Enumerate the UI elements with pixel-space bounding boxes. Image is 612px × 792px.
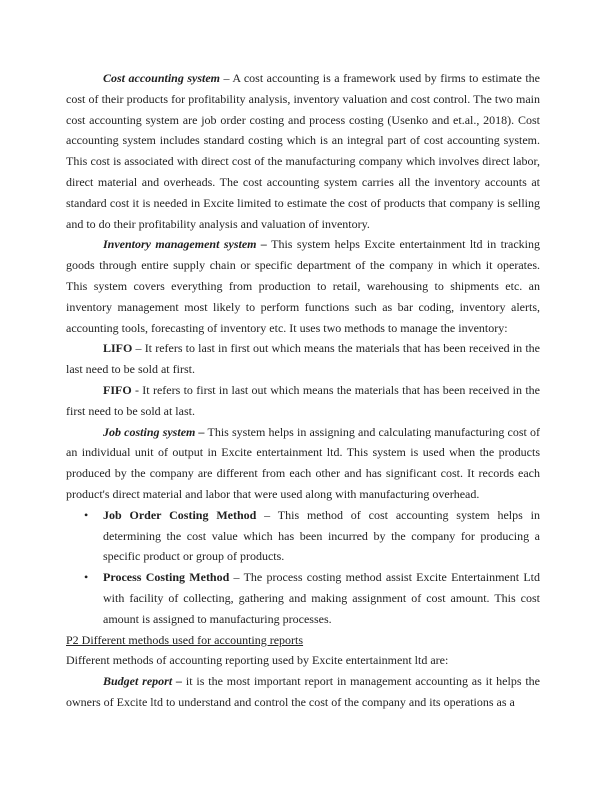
text-lifo: – It refers to last in first out which means the materials that has been received in the last need to be sold at first.	[66, 341, 540, 377]
text-budget-report: it is the most important report in management accounting as it helps the owners of Excite ltd to understand and control the cost of the company and its operations as a	[66, 674, 541, 709]
term-fifo: FIFO	[103, 382, 132, 397]
paragraph-lifo	[66, 338, 540, 380]
paragraph-budget-report	[66, 671, 540, 713]
term-lifo: LIFO	[103, 341, 133, 356]
term-cost-accounting: Cost accounting system	[103, 71, 220, 85]
paragraph-fifo	[66, 380, 540, 422]
text-inventory-management: This system helps Excite entertainment ltd in tracking goods through entire supply chain or specific department of the company in which it operates. This system covers everything from production to retail, warehousing to shipments etc. an inventory management most likely to perform functions such as bar coding, inventory alerts, accounting tools, forecasting of inventory etc. It uses two methods to manage the inventory:	[66, 237, 540, 335]
bullet-marker: •	[84, 507, 89, 522]
paragraph-job-costing	[66, 422, 540, 505]
text-job-costing: This system helps in assigning and calculating manufacturing cost of an individual unit of output in Excite entertainment ltd. This system is used when the products produced by the company are different from each other and has significant cost. It records each product's direct material and labor that were used along with manufacturing overhead.	[66, 424, 541, 501]
bullet-term: Job Order Costing Method	[103, 507, 257, 522]
bullet-marker: •	[84, 570, 89, 585]
bullet-text: – This method of cost accounting system helps in determining the cost value which has been incurred by the company for producing a specific product or group of products.	[103, 507, 540, 564]
costing-methods-list	[66, 505, 540, 630]
section-heading: P2 Different methods used for accounting reports	[66, 632, 304, 647]
text-cost-accounting: – A cost accounting is a framework used by firms to estimate the cost of their products for profitability analysis, inventory valuation and cost control. The two main cost accounting system are job order costing and process costing (Usenko and et.al., 2018). Cost accounting system includes standard costing which is an integral part of cost accounting system. This cost is associated with direct cost of the manufacturing company which involves direct labor, direct material and overheads. The cost accounting system carries all the inventory accounts at standard cost it is needed in Excite limited to estimate the cost of products that company is selling and to do their profitability analysis and valuation of inventory.	[66, 71, 540, 231]
text-fifo: - It refers to first in last out which means the materials that has been received in the first need to be sold at last.	[66, 382, 540, 418]
paragraph-cost-accounting	[66, 68, 540, 234]
paragraph-inventory-management	[66, 234, 540, 338]
page-body	[66, 68, 540, 713]
bullet-term: Process Costing Method	[103, 570, 230, 585]
term-job-costing: Job costing system –	[103, 424, 205, 439]
term-budget-report: Budget report –	[103, 674, 183, 689]
list-item	[84, 567, 540, 629]
bullet-text: – The process costing method assist Excite Entertainment Ltd with facility of collecting, gathering and making assignment of cost amount. This cost amount is assigned to manufacturing processes.	[103, 570, 540, 626]
term-inventory-management: Inventory management system –	[103, 237, 267, 252]
list-item	[84, 505, 540, 567]
section-intro: Different methods of accounting reporting used by Excite entertainment ltd are:	[66, 653, 449, 668]
